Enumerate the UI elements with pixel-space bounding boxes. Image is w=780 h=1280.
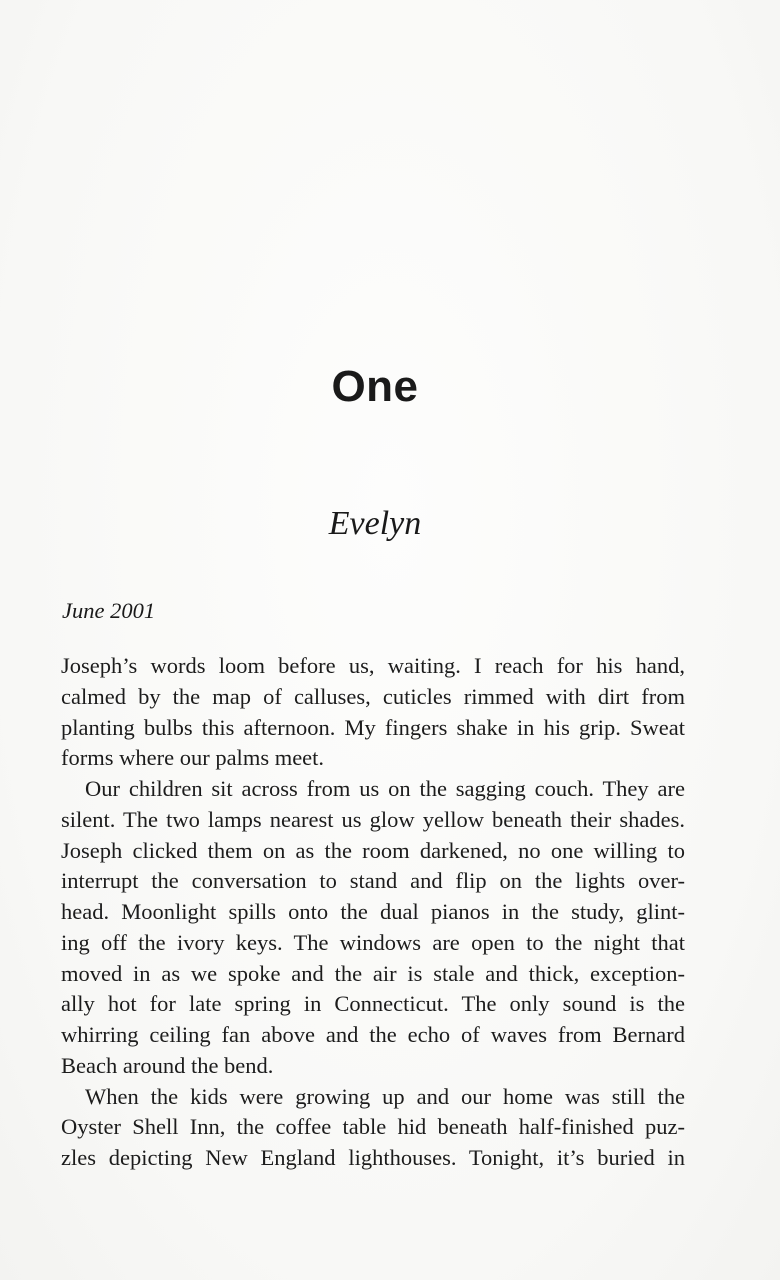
text-line: Joseph’s words loom before us, waiting. I reach for his hand, [61, 653, 685, 678]
paragraph [61, 774, 685, 1082]
chapter-title: One [331, 362, 419, 411]
text-line: interrupt the conversation to stand and flip on the lights over- [61, 868, 685, 894]
chapter-narrator: Evelyn [328, 505, 422, 542]
text-line: Joseph clicked them on as the room darkened, no one willing to [61, 837, 685, 863]
text-line: whirring ceiling fan above and the echo of waves from Bernard [61, 1022, 685, 1047]
body-text [61, 651, 685, 1174]
text-line: head. Moonlight spills onto the dual pianos in the study, glint- [61, 899, 685, 924]
text-line: Oyster Shell Inn, the coffee table hid beneath half-finished puz- [61, 1114, 685, 1140]
text-line: calmed by the map of calluses, cuticles rimmed with dirt from [61, 683, 685, 709]
text-line: ing off the ivory keys. The windows are open to the night that [61, 929, 685, 955]
dateline: June 2001 [62, 598, 156, 623]
text-line: ally hot for late spring in Connecticut. The only sound is the [61, 991, 685, 1017]
text-line: Our children sit across from us on the sagging couch. They are [85, 776, 685, 801]
text-line: planting bulbs this afternoon. My fingers shake in his grip. Sweat [61, 714, 685, 740]
text-line: forms where our palms meet. [61, 745, 325, 771]
paragraph [61, 651, 685, 774]
text-line: silent. The two lamps nearest us glow yellow beneath their shades. [61, 806, 685, 832]
text-line: moved in as we spoke and the air is stale and thick, exception- [61, 960, 685, 986]
text-line: zles depicting New England lighthouses. Tonight, it’s buried in [61, 1145, 685, 1170]
text-line: Beach around the bend. [61, 1052, 274, 1078]
paragraph [61, 1082, 685, 1174]
text-line: When the kids were growing up and our home was still the [85, 1083, 685, 1109]
